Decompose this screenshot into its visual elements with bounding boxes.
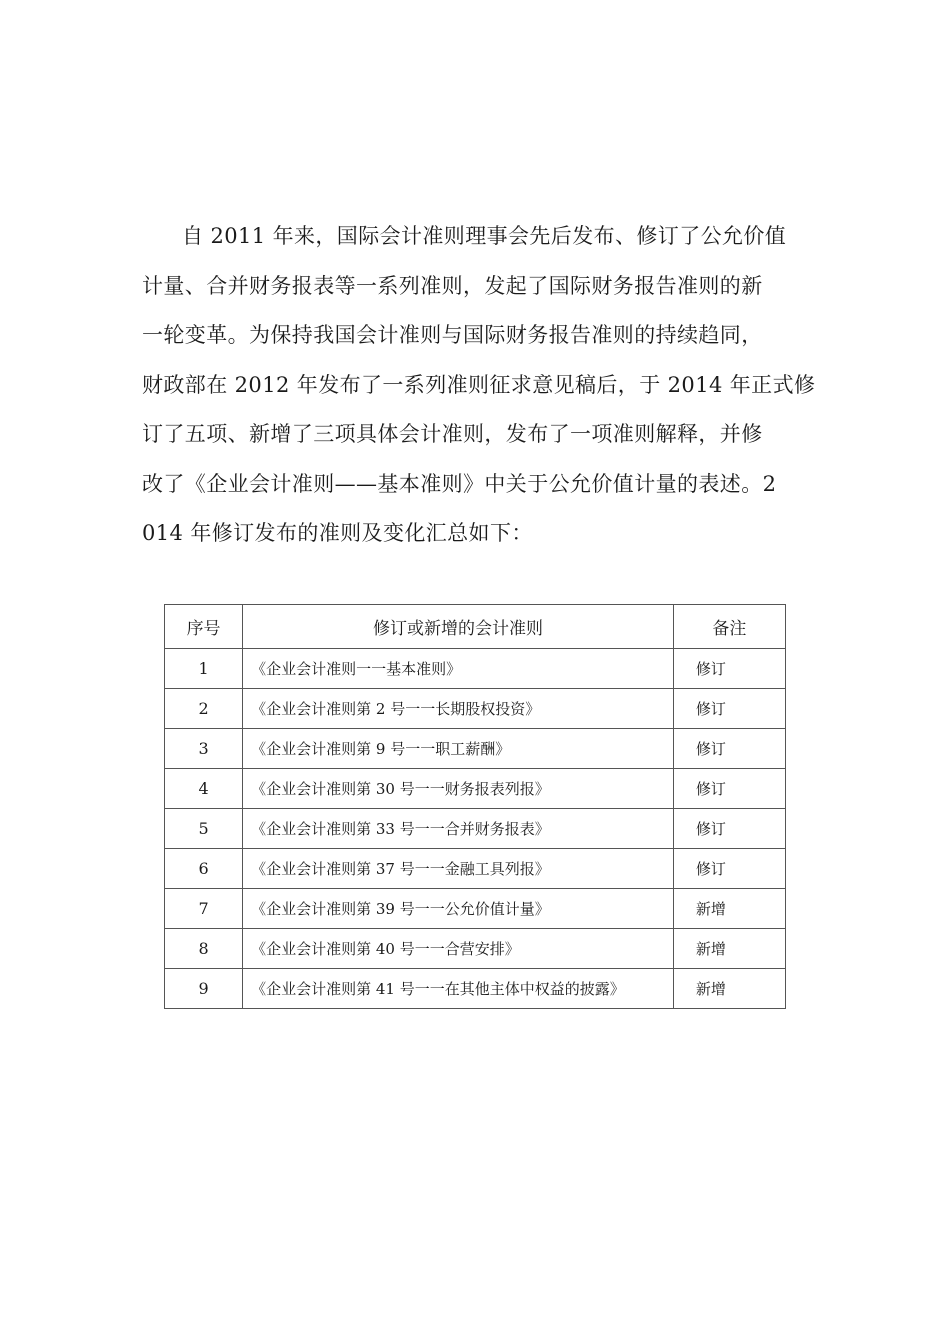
standards-table	[164, 604, 786, 1009]
row-remark: 新增	[673, 969, 785, 1009]
row-remark: 修订	[673, 729, 785, 769]
row-standard-name	[243, 849, 674, 889]
standard-name-text: 《企业会计准则第 40 号一一合营安排》	[251, 939, 520, 958]
standard-name-text: 《企业会计准则第 41 号一一在其他主体中权益的披露》	[251, 979, 625, 998]
standard-name-text: 《企业会计准则第 30 号一一财务报表列报》	[251, 779, 550, 798]
table-row	[165, 689, 786, 729]
standard-name-text: 《企业会计准则第 2 号一一长期股权投资》	[251, 699, 541, 718]
paragraph-line: 改了《企业会计准则——基本准则》中关于公允价值计量的表述。2	[142, 471, 777, 496]
standard-name-text: 《企业会计准则第 39 号一一公允价值计量》	[251, 899, 550, 918]
row-standard-name	[243, 889, 674, 929]
table-row	[165, 769, 786, 809]
standard-name-text: 《企业会计准则第 9 号一一职工薪酬》	[251, 739, 511, 758]
row-serial-number: 8	[165, 929, 243, 969]
table-row	[165, 969, 786, 1009]
paragraph-line: 订了五项、新增了三项具体会计准则，发布了一项准则解释，并修	[142, 422, 763, 446]
row-standard-name	[243, 969, 674, 1009]
row-remark: 修订	[673, 649, 785, 689]
table-row	[165, 889, 786, 929]
table-row	[165, 809, 786, 849]
row-standard-name	[243, 809, 674, 849]
row-serial-number: 7	[165, 889, 243, 929]
table-row	[165, 929, 786, 969]
table-row	[165, 729, 786, 769]
intro-paragraph	[142, 212, 814, 559]
header-serial-number: 序号	[165, 605, 243, 649]
standard-name-text: 《企业会计准则第 37 号一一金融工具列报》	[251, 859, 550, 878]
row-serial-number: 3	[165, 729, 243, 769]
paragraph-line: 计量、合并财务报表等一系列准则，发起了国际财务报告准则的新	[142, 273, 763, 298]
row-remark: 修订	[673, 689, 785, 729]
row-remark: 修订	[673, 849, 785, 889]
row-standard-name	[243, 689, 674, 729]
row-serial-number: 9	[165, 969, 243, 1009]
paragraph-line: 014 年修订发布的准则及变化汇总如下：	[142, 521, 533, 545]
header-remark: 备注	[673, 605, 785, 649]
row-serial-number: 5	[165, 809, 243, 849]
row-standard-name	[243, 649, 674, 689]
row-standard-name	[243, 929, 674, 969]
standard-name-text: 《企业会计准则一一基本准则》	[251, 659, 462, 678]
row-serial-number: 2	[165, 689, 243, 729]
standard-name-text: 《企业会计准则第 33 号一一合并财务报表》	[251, 819, 550, 838]
paragraph-line: 财政部在 2012 年发布了一系列准则征求意见稿后，于 2014 年正式修	[142, 372, 816, 397]
paragraph-line: 一轮变革。为保持我国会计准则与国际财务报告准则的持续趋同，	[142, 323, 763, 347]
row-serial-number: 4	[165, 769, 243, 809]
row-remark: 修订	[673, 769, 785, 809]
header-standard-name: 修订或新增的会计准则	[243, 605, 674, 649]
row-serial-number: 1	[165, 649, 243, 689]
paragraph-line: 自 2011 年来，国际会计准则理事会先后发布、修订了公允价值	[182, 224, 787, 248]
row-remark: 修订	[673, 809, 785, 849]
row-standard-name	[243, 769, 674, 809]
table-header-row	[165, 605, 786, 649]
row-serial-number: 6	[165, 849, 243, 889]
row-remark: 新增	[673, 929, 785, 969]
row-standard-name	[243, 729, 674, 769]
table-row	[165, 849, 786, 889]
table-row	[165, 649, 786, 689]
row-remark: 新增	[673, 889, 785, 929]
